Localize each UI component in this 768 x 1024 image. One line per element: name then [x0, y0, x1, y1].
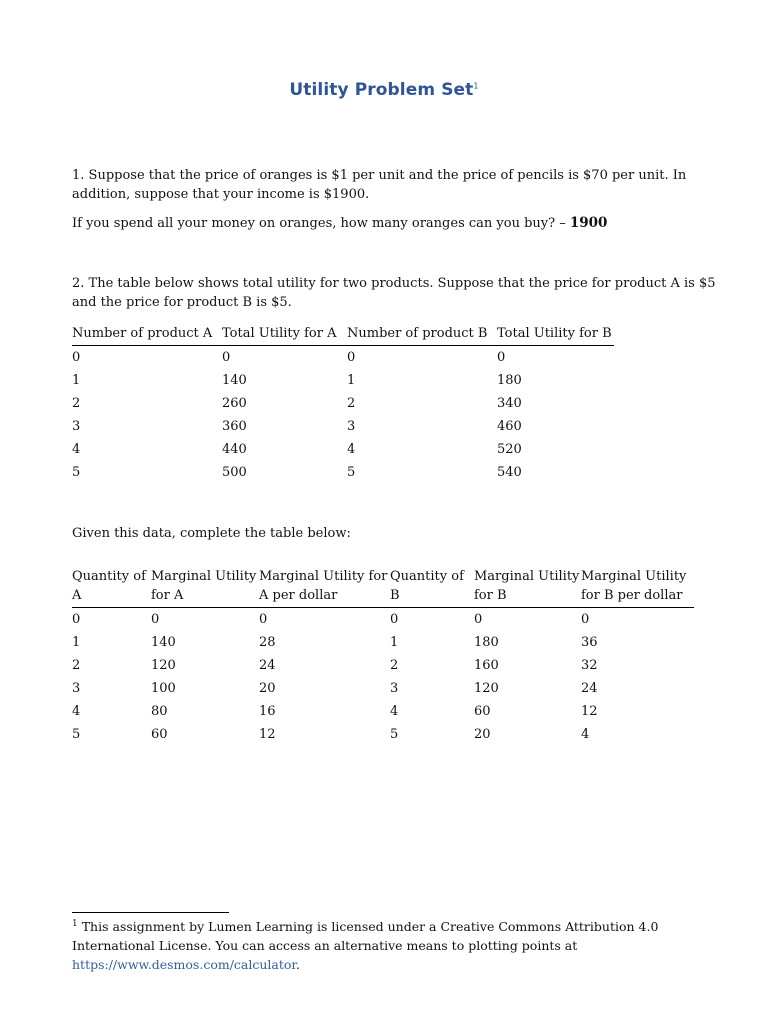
table-header-row: [72, 567, 694, 608]
table-row: [72, 631, 694, 654]
table-cell: 0: [72, 612, 81, 627]
q2-line-1: 2. The table below shows total utility for two products. Suppose that the price for product A is $5: [72, 276, 716, 291]
table-cell: 32: [581, 658, 598, 673]
footnote-mark: 1: [72, 918, 78, 929]
title-text: Utility Problem Set: [289, 80, 474, 100]
table-cell: 4: [347, 442, 356, 457]
footnote-line-1: [72, 917, 702, 936]
table-cell: 3: [72, 419, 81, 434]
table-cell: 1: [72, 373, 81, 388]
column-header: Total Utility for B: [497, 324, 614, 346]
q1-question-text: If you spend all your money on oranges, how many oranges can you buy? –: [72, 216, 566, 231]
table-row: [72, 369, 614, 392]
q1-answer: 1900: [569, 215, 608, 231]
footnote: [72, 917, 702, 974]
column-header: Marginal Utility for A per dollar: [259, 567, 390, 608]
q1-question: [72, 214, 702, 233]
table-cell: 4: [72, 704, 81, 719]
title-footnote-mark: 1: [473, 81, 479, 91]
table-cell: 180: [497, 373, 522, 388]
table-cell: 0: [72, 350, 81, 365]
table-row: [72, 723, 694, 746]
footnote-text-1: This assignment by Lumen Learning is licensed under a Creative Commons Attribution 4.0: [81, 919, 659, 934]
table-cell: 0: [347, 350, 356, 365]
column-header: Total Utility for A: [222, 324, 347, 346]
table-cell: 100: [151, 681, 176, 696]
table-row: [72, 677, 694, 700]
table-cell: 60: [151, 727, 168, 742]
table-cell: 3: [347, 419, 356, 434]
table-cell: 5: [390, 727, 399, 742]
footnote-divider: [72, 912, 229, 913]
table-cell: 24: [259, 658, 276, 673]
table-cell: 24: [581, 681, 598, 696]
table-row: [72, 461, 614, 484]
column-header: Marginal Utility for B: [474, 567, 581, 608]
table-cell: 36: [581, 635, 598, 650]
table-cell: 0: [222, 350, 231, 365]
table-cell: 12: [259, 727, 276, 742]
table-cell: 500: [222, 465, 247, 480]
table-cell: 0: [390, 612, 399, 627]
table-row: [72, 392, 614, 415]
table-cell: 20: [474, 727, 491, 742]
q2-line-2: and the price for product B is $5.: [72, 295, 292, 310]
column-header: Quantity of A: [72, 567, 151, 608]
table-cell: 3: [390, 681, 399, 696]
table-cell: 180: [474, 635, 499, 650]
table-cell: 140: [222, 373, 247, 388]
table-cell: 360: [222, 419, 247, 434]
table-cell: 20: [259, 681, 276, 696]
q1-line-2: addition, suppose that your income is $1900.: [72, 187, 370, 202]
table-cell: 440: [222, 442, 247, 457]
table-row: [72, 608, 694, 632]
column-header: Marginal Utility for A: [151, 567, 259, 608]
table-cell: 1: [347, 373, 356, 388]
table-cell: 2: [72, 396, 81, 411]
table-cell: 120: [474, 681, 499, 696]
table-cell: 0: [151, 612, 160, 627]
table-cell: 5: [347, 465, 356, 480]
page-title: [0, 80, 768, 100]
column-header: Marginal Utility for B per dollar: [581, 567, 694, 608]
table-cell: 1: [390, 635, 399, 650]
desmos-link[interactable]: https://www.desmos.com/calculator: [72, 957, 297, 972]
marginal-utility-table: [72, 567, 694, 746]
table-cell: 160: [474, 658, 499, 673]
table-cell: 460: [497, 419, 522, 434]
table-cell: 0: [474, 612, 483, 627]
table-cell: 260: [222, 396, 247, 411]
table-cell: 80: [151, 704, 168, 719]
table-cell: 520: [497, 442, 522, 457]
q2-instruction: Given this data, complete the table below:: [72, 526, 351, 541]
table-cell: 2: [72, 658, 81, 673]
table-cell: 0: [497, 350, 506, 365]
table-cell: 340: [497, 396, 522, 411]
total-utility-table: [72, 324, 614, 484]
table-cell: 3: [72, 681, 81, 696]
table-row: [72, 438, 614, 461]
table-row: [72, 415, 614, 438]
footnote-link-suffix: .: [296, 957, 300, 972]
table-row: [72, 700, 694, 723]
table-cell: 5: [72, 727, 81, 742]
table-cell: 120: [151, 658, 176, 673]
column-header: Number of product A: [72, 324, 222, 346]
table-cell: 4: [390, 704, 399, 719]
table-cell: 0: [581, 612, 590, 627]
table-cell: 4: [72, 442, 81, 457]
table-cell: 140: [151, 635, 176, 650]
table-cell: 0: [259, 612, 268, 627]
table-row: [72, 346, 614, 370]
table-cell: 60: [474, 704, 491, 719]
table-cell: 1: [72, 635, 81, 650]
footnote-line-2: International License. You can access an alternative means to plotting points at: [72, 938, 578, 953]
table-cell: 4: [581, 727, 590, 742]
table-row: [72, 654, 694, 677]
table-cell: 12: [581, 704, 598, 719]
table-cell: 2: [347, 396, 356, 411]
column-header: Quantity of B: [390, 567, 474, 608]
footnote-line-3: [72, 955, 702, 974]
table-cell: 2: [390, 658, 399, 673]
table-cell: 5: [72, 465, 81, 480]
table-cell: 540: [497, 465, 522, 480]
table-cell: 28: [259, 635, 276, 650]
q1-line-1: 1. Suppose that the price of oranges is $1 per unit and the price of pencils is $70 per unit. In: [72, 168, 687, 183]
column-header: Number of product B: [347, 324, 497, 346]
table-cell: 16: [259, 704, 276, 719]
table-header-row: [72, 324, 614, 346]
